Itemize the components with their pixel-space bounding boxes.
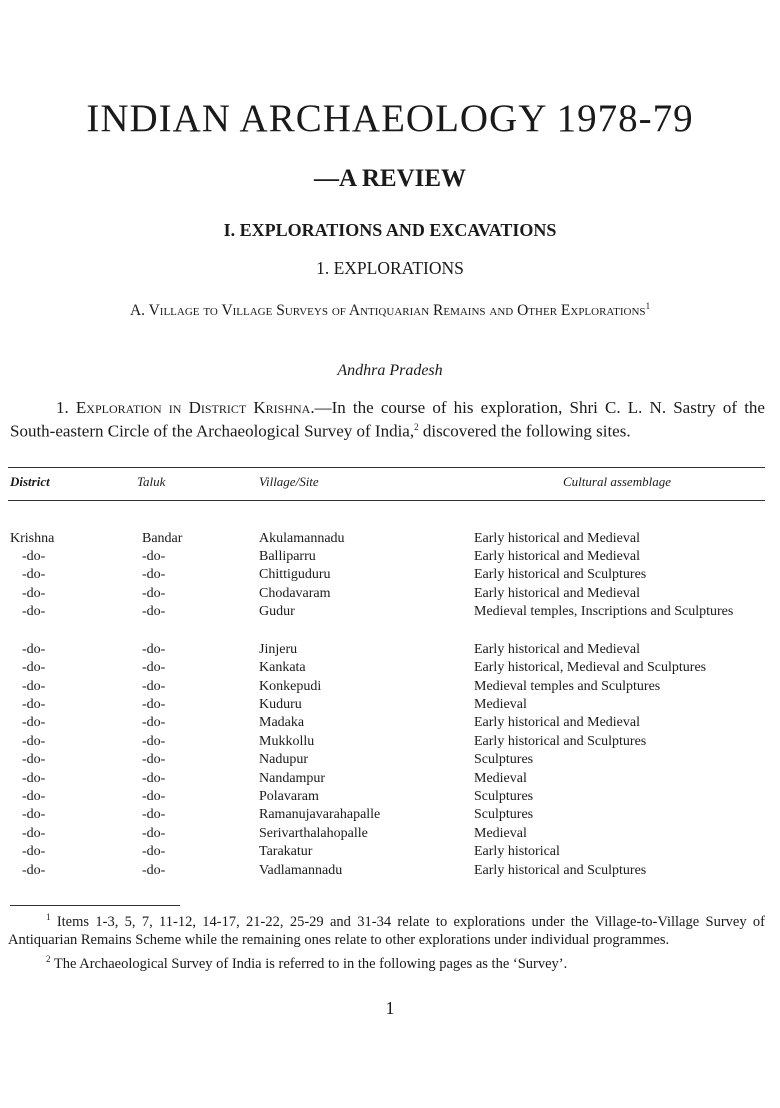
cell-cultural: Early historical, Medieval and Sculptures — [474, 660, 707, 675]
cell-district: -do- — [22, 586, 46, 601]
cell-cultural: Early historical — [474, 844, 560, 859]
cell-taluk: -do- — [142, 679, 166, 694]
cell-taluk: -do- — [142, 807, 166, 822]
cell-cultural: Medieval — [474, 697, 527, 712]
cell-cultural: Early historical and Medieval — [474, 531, 640, 546]
cell-taluk: -do- — [142, 697, 166, 712]
cell-cultural: Early historical and Medieval — [474, 715, 640, 730]
cell-cultural: Early historical and Sculptures — [474, 734, 647, 749]
page-title: INDIAN ARCHAEOLOGY 1978-79 — [86, 97, 694, 140]
cell-village: Chittiguduru — [259, 567, 331, 582]
footnote-text: Items 1-3, 5, 7, 11-12, 14-17, 21-22, 25-29 and 31-34 relate to explorations under the Village-to-Village Survey of Antiquarian Remains Scheme while the remaining ones relate to other explorations under individual programmes. — [8, 913, 765, 949]
cell-taluk: Bandar — [142, 531, 183, 546]
cell-taluk: -do- — [142, 752, 166, 767]
cell-village: Tarakatur — [259, 844, 313, 859]
subsection-a-text: A. Village to Village Surveys of Antiquarian Remains and Other Explorations — [129, 302, 646, 320]
cell-village: Kankata — [259, 660, 306, 675]
cell-village: Jinjeru — [259, 642, 298, 657]
cell-village: Polavaram — [259, 789, 319, 804]
cell-cultural: Early historical and Sculptures — [474, 567, 647, 582]
cell-district: -do- — [22, 789, 46, 804]
cell-village: Nandampur — [259, 771, 326, 786]
intro-paragraph — [10, 398, 765, 441]
cell-district: -do- — [22, 863, 46, 878]
cell-village: Chodavaram — [259, 586, 331, 601]
table-header-rule — [8, 500, 765, 501]
cell-district: -do- — [22, 715, 46, 730]
paragraph-text: —In the course of his exploration, Shri C. L. N. Sastry of the South-eastern Circle of the Archaeological Survey of India, — [10, 398, 765, 441]
footnotes — [8, 908, 765, 973]
page-number: 1 — [385, 998, 395, 1018]
cell-district: Krishna — [10, 531, 55, 546]
cell-village: Serivarthalahopalle — [259, 826, 368, 841]
cell-district: -do- — [22, 567, 46, 582]
cell-taluk: -do- — [142, 604, 166, 619]
cell-cultural: Medieval — [474, 771, 527, 786]
cell-district: -do- — [22, 734, 46, 749]
cell-village: Kuduru — [259, 697, 302, 712]
cell-village: Gudur — [259, 604, 295, 619]
cell-district: -do- — [22, 679, 46, 694]
cell-taluk: -do- — [142, 642, 166, 657]
section-heading: I. EXPLORATIONS AND EXCAVATIONS — [223, 220, 557, 240]
col-header-district: District — [10, 474, 50, 489]
cell-village: Nadupur — [259, 752, 308, 767]
state-heading: Andhra Pradesh — [337, 362, 443, 379]
footnote-1 — [8, 908, 765, 950]
cell-cultural: Medieval temples and Sculptures — [474, 679, 661, 694]
cell-taluk: -do- — [142, 660, 166, 675]
footnote-ref: 1 — [645, 301, 651, 311]
footnote-mark: 1 — [46, 912, 51, 922]
footnote-mark: 2 — [46, 953, 51, 964]
subsection-heading: 1. EXPLORATIONS — [316, 258, 464, 278]
cell-district: -do- — [22, 549, 46, 564]
table-top-rule — [8, 467, 765, 468]
cell-cultural: Early historical and Medieval — [474, 549, 640, 564]
paragraph-heading: 1. Exploration in District Krishna. — [56, 398, 315, 417]
cell-cultural: Medieval temples, Inscriptions and Sculptures — [474, 604, 734, 619]
cell-district: -do- — [22, 642, 46, 657]
cell-taluk: -do- — [142, 715, 166, 730]
page-subtitle: —A REVIEW — [313, 165, 467, 192]
cell-taluk: -do- — [142, 771, 166, 786]
footnote-text: The Archaeological Survey of India is referred to in the following pages as the ‘Survey’. — [50, 955, 568, 972]
cell-district: -do- — [22, 807, 46, 822]
cell-cultural: Early historical and Medieval — [474, 642, 640, 657]
cell-cultural: Sculptures — [474, 752, 534, 767]
cell-taluk: -do- — [142, 789, 166, 804]
cell-taluk: -do- — [142, 826, 166, 841]
cell-cultural: Sculptures — [474, 789, 534, 804]
cell-district: -do- — [22, 604, 46, 619]
cell-village: Konkepudi — [259, 679, 322, 694]
col-header-taluk: Taluk — [137, 474, 166, 489]
cell-taluk: -do- — [142, 586, 166, 601]
cell-taluk: -do- — [142, 863, 166, 878]
cell-village: Akulamannadu — [259, 531, 345, 546]
col-header-village: Village/Site — [259, 474, 319, 489]
cell-district: -do- — [22, 660, 46, 675]
cell-district: -do- — [22, 826, 46, 841]
cell-village: Vadlamannadu — [259, 863, 343, 878]
cell-taluk: -do- — [142, 844, 166, 859]
cell-village: Balliparru — [259, 549, 316, 564]
cell-village: Ramanujavarahapalle — [259, 807, 381, 822]
cell-cultural: Early historical and Medieval — [474, 586, 640, 601]
cell-district: -do- — [22, 771, 46, 786]
footnote-2 — [8, 950, 765, 973]
cell-district: -do- — [22, 697, 46, 712]
footnote-ref: 2 — [414, 421, 419, 432]
footnote-rule — [10, 905, 180, 906]
cell-village: Mukkollu — [259, 734, 315, 749]
cell-taluk: -do- — [142, 734, 166, 749]
paragraph-text-end: discovered the following sites. — [418, 421, 631, 441]
subsection-a-heading — [0, 296, 780, 321]
cell-district: -do- — [22, 752, 46, 767]
cell-cultural: Sculptures — [474, 807, 534, 822]
cell-cultural: Early historical and Sculptures — [474, 863, 647, 878]
cell-village: Madaka — [259, 715, 305, 730]
cell-taluk: -do- — [142, 567, 166, 582]
cell-taluk: -do- — [142, 549, 166, 564]
cell-district: -do- — [22, 844, 46, 859]
col-header-cultural: Cultural assemblage — [563, 474, 671, 489]
cell-cultural: Medieval — [474, 826, 527, 841]
